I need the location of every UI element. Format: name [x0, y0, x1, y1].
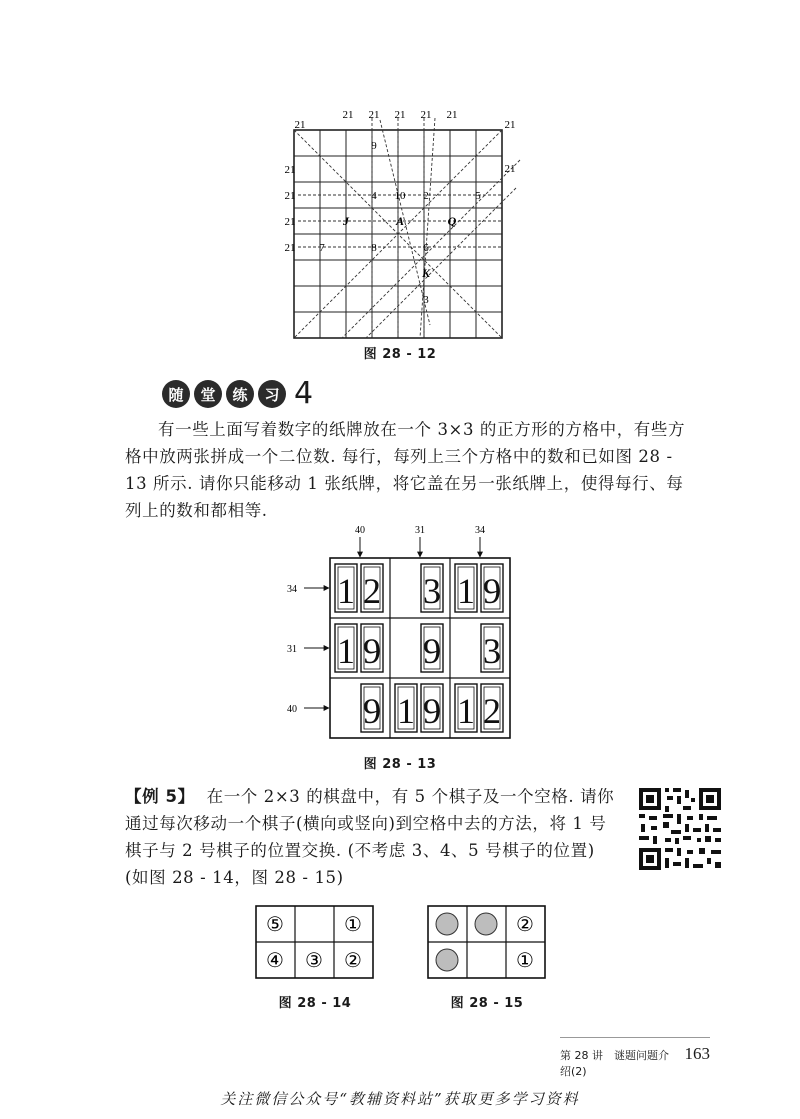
practice-paragraph: 有一些上面写着数字的纸牌放在一个 3×3 的正方形的方格中，有些方格中放两张拼成一个二位数. 每行，每列上三个方格中的数和已如图 28 - 13 所示. 请你只能移动 1 张纸牌，将它盖在另一张纸牌上，使得每行、每列上的数和都相等. [125, 420, 686, 520]
card-digit: 1 [397, 691, 415, 731]
card [421, 564, 443, 612]
cell-label: J [343, 214, 349, 228]
card [335, 564, 357, 612]
card [361, 684, 383, 732]
figure-28-12-caption: 图 28 - 12 [363, 347, 437, 362]
cards [335, 564, 503, 732]
corner-label: 21 [294, 119, 306, 131]
card-digit: 9 [363, 691, 381, 731]
card-digit: 1 [457, 571, 475, 611]
practice-title-char: 随 [162, 380, 190, 408]
card [361, 624, 383, 672]
card-digit: 1 [457, 691, 475, 731]
example-label: 【例 5】 [125, 787, 195, 806]
figure-28-12 [270, 100, 530, 360]
figure-28-15-svg [427, 905, 547, 979]
card-digit: 3 [483, 631, 501, 671]
grey-piece [436, 949, 458, 971]
card-digit: 9 [483, 571, 501, 611]
footer [560, 1044, 710, 1079]
page-number: 163 [684, 1044, 710, 1063]
practice-title-char: 练 [226, 380, 254, 408]
card [421, 684, 443, 732]
cell-label: 3 [423, 294, 429, 306]
qr-code[interactable] [637, 786, 723, 872]
card-digit: 9 [363, 631, 381, 671]
cell-label: Q [447, 214, 457, 228]
card [361, 564, 383, 612]
practice-title-char: 堂 [194, 380, 222, 408]
top-label: 21 [342, 109, 354, 121]
col-sum: 40 [355, 525, 365, 536]
top-label: 21 [446, 109, 458, 121]
piece-2: ② [344, 950, 362, 972]
card [455, 684, 477, 732]
cell-label: 7 [319, 242, 325, 254]
card-digit: 2 [483, 691, 501, 731]
dashed-lines [294, 118, 520, 338]
figure-28-15 [427, 905, 547, 979]
figure-28-13-caption: 图 28 - 13 [363, 757, 437, 772]
top-label: 21 [394, 109, 406, 121]
card [335, 624, 357, 672]
card [455, 564, 477, 612]
footer-rule [560, 1037, 710, 1038]
cell-label: 5 [475, 190, 481, 202]
cell-label: 6 [423, 242, 429, 254]
card [421, 624, 443, 672]
top-label: 21 [368, 109, 380, 121]
piece-3: ③ [305, 950, 323, 972]
practice-title-char: 习 [258, 380, 286, 408]
col-sum: 34 [475, 525, 485, 536]
cell-label: A [395, 214, 405, 228]
piece-5: ⑤ [266, 914, 284, 936]
left-label: 21 [284, 216, 296, 228]
cell-label: 10 [394, 190, 406, 202]
cell-label: 8 [371, 242, 377, 254]
row-sum: 31 [287, 644, 297, 655]
example-5 [125, 783, 615, 891]
card-digit: 9 [423, 691, 441, 731]
row-sum: 40 [287, 704, 297, 715]
card-digit: 3 [423, 571, 441, 611]
cell-label: 4 [371, 190, 377, 202]
card [395, 684, 417, 732]
figure-28-12-svg [270, 100, 530, 360]
figure-28-15-caption: 图 28 - 15 [450, 996, 524, 1011]
cell-label: 9 [371, 140, 377, 152]
card-digit: 1 [337, 571, 355, 611]
cell-label: 2 [423, 190, 429, 202]
piece-1: ① [344, 914, 362, 936]
card [481, 684, 503, 732]
card-digit: 1 [337, 631, 355, 671]
cell-label: K [421, 266, 431, 280]
row-sum: 34 [287, 584, 297, 595]
figure-28-14-svg [255, 905, 375, 979]
bottom-note: 关注微信公众号“教辅资料站”获取更多学习资料 [220, 1090, 580, 1108]
figure-28-13 [280, 520, 530, 745]
piece-2: ② [516, 914, 534, 936]
piece-1: ① [516, 950, 534, 972]
corner-label: 21 [504, 163, 516, 175]
figure-28-14 [255, 905, 375, 979]
practice-number: 4 [294, 376, 314, 411]
card-digit: 2 [363, 571, 381, 611]
top-label: 21 [420, 109, 432, 121]
card-digit: 9 [423, 631, 441, 671]
qr-code-icon [637, 786, 723, 872]
piece-4: ④ [266, 950, 284, 972]
left-label: 21 [284, 164, 296, 176]
card [481, 624, 503, 672]
corner-label: 21 [504, 119, 516, 131]
grey-piece [436, 913, 458, 935]
figure-28-14-caption: 图 28 - 14 [278, 996, 352, 1011]
left-label: 21 [284, 242, 296, 254]
practice-title [162, 376, 314, 411]
example-text: 在一个 2×3 的棋盘中，有 5 个棋子及一个空格. 请你通过每次移动一个棋子(横向或竖向)到空格中去的方法，将 1 号棋子与 2 号棋子的位置交换. (不考虑 3、4、5 号棋子的位置)(如图 28 - 14，图 28 - 15) [125, 787, 615, 887]
footer-chapter: 第 28 讲 谜题问题介绍(2) [560, 1049, 669, 1078]
grey-piece [475, 913, 497, 935]
left-label: 21 [284, 190, 296, 202]
card [481, 564, 503, 612]
col-sum: 31 [415, 525, 425, 536]
figure-28-13-svg [280, 520, 530, 745]
